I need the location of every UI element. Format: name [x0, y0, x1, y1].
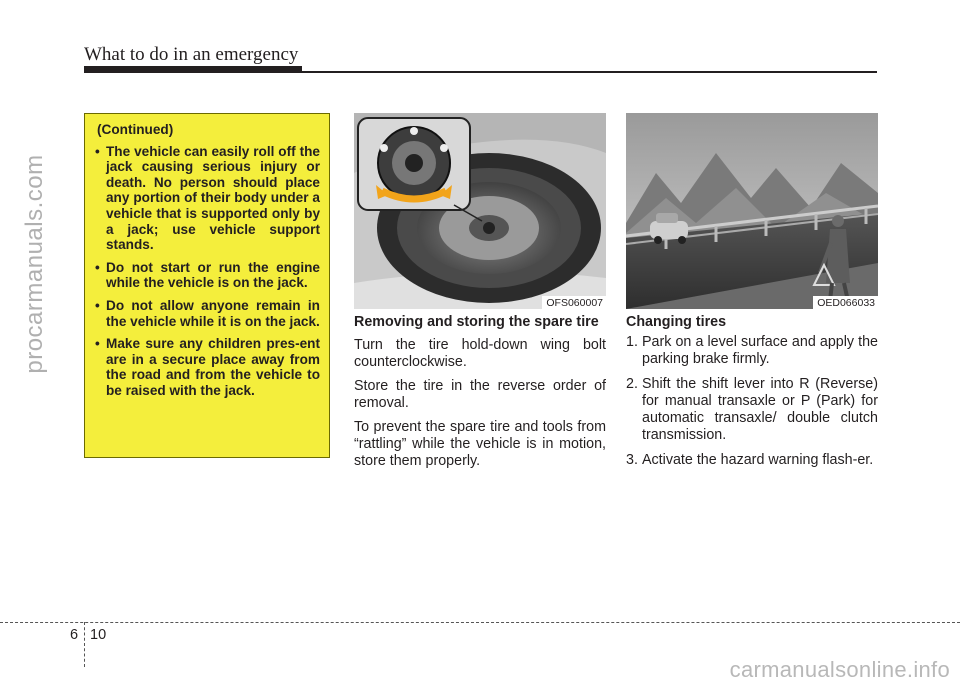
roadside-warning-illustration-icon	[626, 113, 878, 309]
section-heading: Removing and storing the spare tire	[354, 314, 599, 330]
chapter-number: 6	[70, 627, 79, 643]
step-text: Shift the shift lever into R (Reverse) for manual transaxle or P (Park) for automatic transaxle/ double clutch transmission.	[642, 376, 878, 443]
steps-list	[626, 334, 878, 469]
changing-section	[626, 314, 878, 477]
page-num: 10	[90, 627, 107, 643]
paragraph: Turn the tire hold-down wing bolt counterclockwise.	[354, 337, 606, 370]
warning-item: • Make sure any children pres-ent are in a secure place away from the road and from the vehicle to be raised with the jack.	[93, 336, 320, 398]
footer-rule	[0, 622, 960, 623]
warning-list	[93, 144, 320, 399]
step-number: 2.	[626, 376, 638, 392]
roadside-figure	[626, 113, 878, 309]
step-item	[626, 376, 878, 444]
section-heading: Changing tires	[626, 314, 727, 330]
page-header-title: What to do in an emergency	[84, 44, 299, 65]
step-item	[626, 452, 878, 469]
removing-section	[354, 314, 606, 477]
spare-tire-figure	[354, 113, 606, 309]
step-item	[626, 334, 878, 368]
warning-item: • Do not allow anyone remain in the vehicle while it is on the jack.	[93, 298, 320, 329]
warning-item: • The vehicle can easily roll off the jack causing serious injury or death. No person should place any portion of their body under a vehicle that is supported only by a jack; use vehicle support stands.	[93, 144, 320, 253]
page-number	[70, 627, 106, 643]
figure-code: OED066033	[813, 296, 878, 309]
step-number: 3.	[626, 452, 638, 468]
step-text: Park on a level surface and apply the parking brake firmly.	[642, 334, 878, 367]
step-text: Activate the hazard warning flash-er.	[642, 452, 874, 468]
paragraph: Store the tire in the reverse order of removal.	[354, 378, 606, 411]
warning-box	[84, 113, 330, 458]
header-rule	[84, 71, 877, 73]
bottom-watermark: carmanualsonline.info	[729, 657, 950, 682]
paragraph: To prevent the spare tire and tools from “rattling” while the vehicle is in motion, store them properly.	[354, 419, 606, 469]
step-number: 1.	[626, 334, 638, 350]
figure-code: OFS060007	[542, 296, 606, 309]
spare-tire-illustration-icon	[354, 113, 606, 309]
side-watermark: procarmanuals.com	[21, 154, 48, 374]
warning-heading: (Continued)	[97, 122, 174, 137]
warning-item: • Do not start or run the engine while the vehicle is on the jack.	[93, 260, 320, 291]
